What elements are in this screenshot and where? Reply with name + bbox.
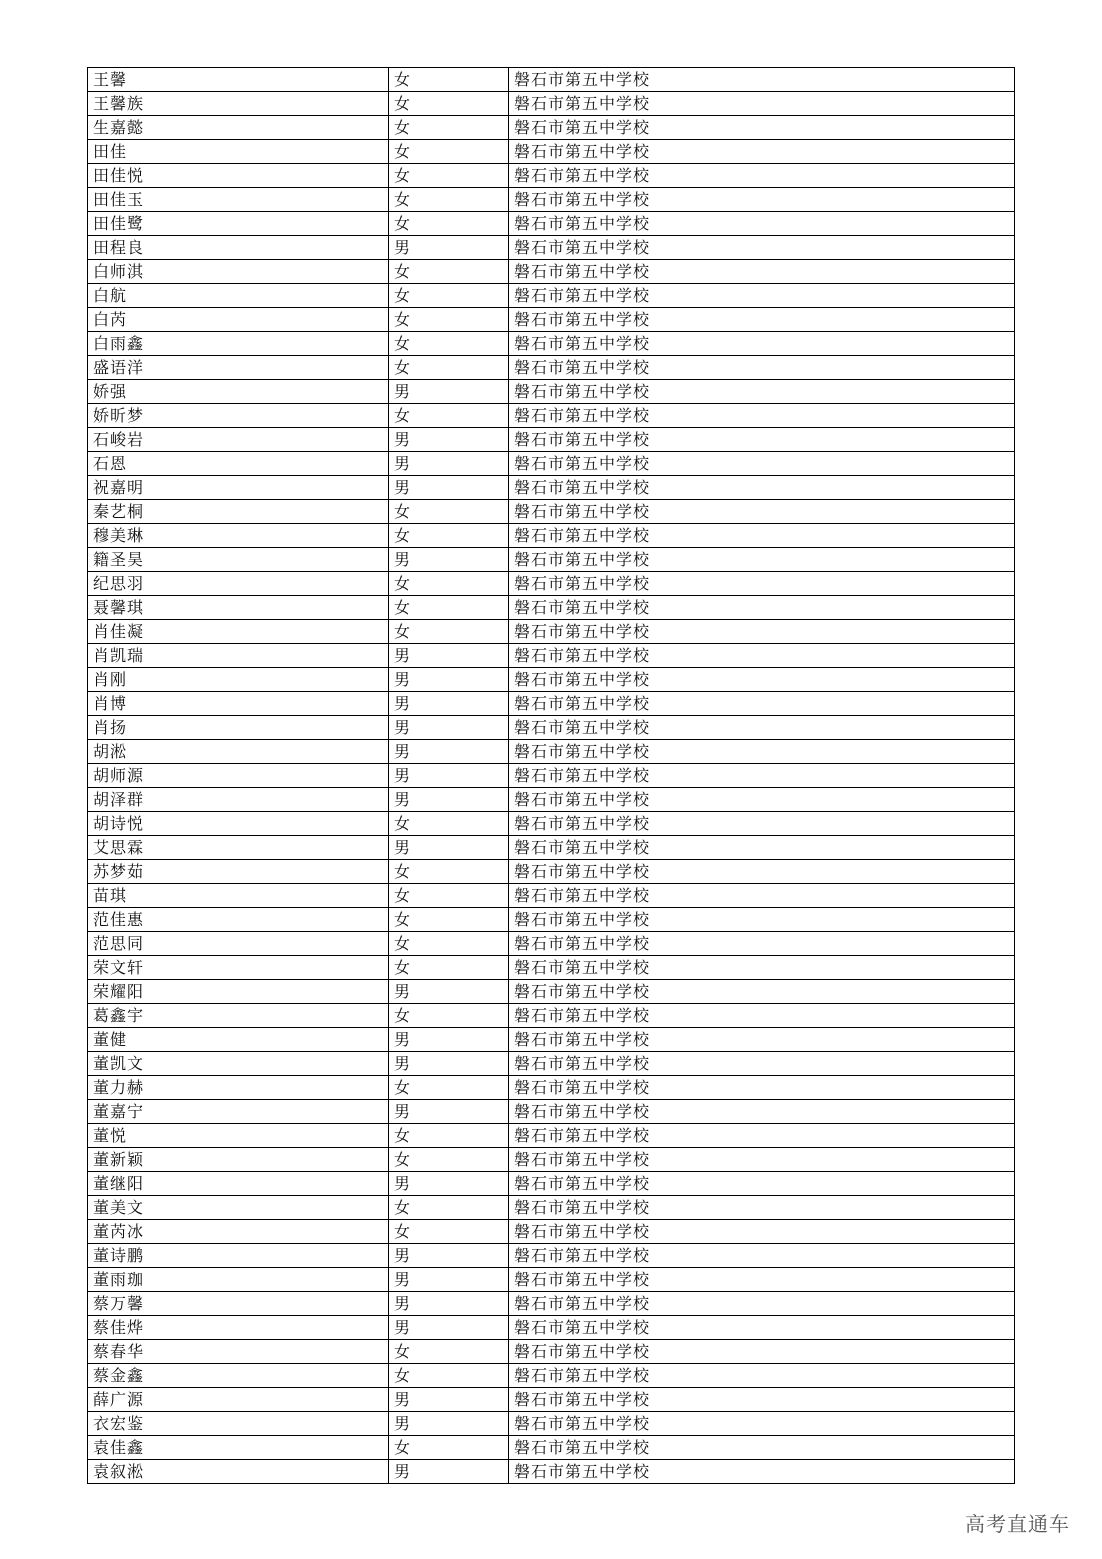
school-cell: 磐石市第五中学校 xyxy=(509,1436,1015,1460)
school-cell: 磐石市第五中学校 xyxy=(509,596,1015,620)
gender-cell: 女 xyxy=(389,932,509,956)
table-row xyxy=(88,476,1015,500)
table-row xyxy=(88,188,1015,212)
name-cell: 董诗鹏 xyxy=(88,1244,389,1268)
gender-cell: 男 xyxy=(389,548,509,572)
school-cell: 磐石市第五中学校 xyxy=(509,116,1015,140)
table-row xyxy=(88,524,1015,548)
school-cell: 磐石市第五中学校 xyxy=(509,1388,1015,1412)
school-cell: 磐石市第五中学校 xyxy=(509,332,1015,356)
name-cell: 董雨珈 xyxy=(88,1268,389,1292)
school-cell: 磐石市第五中学校 xyxy=(509,1028,1015,1052)
table-row xyxy=(88,140,1015,164)
name-cell: 荣文轩 xyxy=(88,956,389,980)
gender-cell: 男 xyxy=(389,980,509,1004)
school-cell: 磐石市第五中学校 xyxy=(509,1076,1015,1100)
table-row xyxy=(88,596,1015,620)
name-cell: 纪思羽 xyxy=(88,572,389,596)
table-row xyxy=(88,452,1015,476)
name-cell: 籍圣昊 xyxy=(88,548,389,572)
gender-cell: 女 xyxy=(389,284,509,308)
school-cell: 磐石市第五中学校 xyxy=(509,980,1015,1004)
gender-cell: 男 xyxy=(389,1244,509,1268)
name-cell: 袁叙淞 xyxy=(88,1460,389,1484)
gender-cell: 男 xyxy=(389,1292,509,1316)
name-cell: 生嘉懿 xyxy=(88,116,389,140)
name-cell: 董芮冰 xyxy=(88,1220,389,1244)
school-cell: 磐石市第五中学校 xyxy=(509,500,1015,524)
gender-cell: 女 xyxy=(389,1436,509,1460)
gender-cell: 男 xyxy=(389,1100,509,1124)
gender-cell: 女 xyxy=(389,92,509,116)
school-cell: 磐石市第五中学校 xyxy=(509,476,1015,500)
name-cell: 董力赫 xyxy=(88,1076,389,1100)
table-row xyxy=(88,548,1015,572)
gender-cell: 男 xyxy=(389,1268,509,1292)
table-row xyxy=(88,1244,1015,1268)
gender-cell: 男 xyxy=(389,380,509,404)
school-cell: 磐石市第五中学校 xyxy=(509,428,1015,452)
name-cell: 肖凯瑞 xyxy=(88,644,389,668)
table-row xyxy=(88,1460,1015,1484)
gender-cell: 女 xyxy=(389,1220,509,1244)
table-row xyxy=(88,956,1015,980)
table-row xyxy=(88,1316,1015,1340)
school-cell: 磐石市第五中学校 xyxy=(509,644,1015,668)
school-cell: 磐石市第五中学校 xyxy=(509,692,1015,716)
name-cell: 肖博 xyxy=(88,692,389,716)
table-row xyxy=(88,1148,1015,1172)
name-cell: 石恩 xyxy=(88,452,389,476)
gender-cell: 女 xyxy=(389,68,509,92)
school-cell: 磐石市第五中学校 xyxy=(509,68,1015,92)
gender-cell: 男 xyxy=(389,1052,509,1076)
school-cell: 磐石市第五中学校 xyxy=(509,884,1015,908)
gender-cell: 女 xyxy=(389,212,509,236)
table-row xyxy=(88,1220,1015,1244)
school-cell: 磐石市第五中学校 xyxy=(509,1220,1015,1244)
gender-cell: 女 xyxy=(389,1124,509,1148)
roster-body xyxy=(88,68,1015,1484)
gender-cell: 女 xyxy=(389,1076,509,1100)
name-cell: 薛广源 xyxy=(88,1388,389,1412)
table-row xyxy=(88,1436,1015,1460)
table-row xyxy=(88,764,1015,788)
table-row xyxy=(88,1388,1015,1412)
school-cell: 磐石市第五中学校 xyxy=(509,620,1015,644)
school-cell: 磐石市第五中学校 xyxy=(509,1172,1015,1196)
gender-cell: 女 xyxy=(389,164,509,188)
name-cell: 田佳 xyxy=(88,140,389,164)
gender-cell: 男 xyxy=(389,1028,509,1052)
table-row xyxy=(88,68,1015,92)
table-row xyxy=(88,1124,1015,1148)
school-cell: 磐石市第五中学校 xyxy=(509,452,1015,476)
school-cell: 磐石市第五中学校 xyxy=(509,716,1015,740)
gender-cell: 男 xyxy=(389,716,509,740)
table-row xyxy=(88,644,1015,668)
school-cell: 磐石市第五中学校 xyxy=(509,404,1015,428)
school-cell: 磐石市第五中学校 xyxy=(509,284,1015,308)
table-row xyxy=(88,788,1015,812)
table-row xyxy=(88,332,1015,356)
gender-cell: 女 xyxy=(389,524,509,548)
name-cell: 王馨 xyxy=(88,68,389,92)
name-cell: 白师淇 xyxy=(88,260,389,284)
gender-cell: 女 xyxy=(389,116,509,140)
table-row xyxy=(88,356,1015,380)
gender-cell: 男 xyxy=(389,836,509,860)
name-cell: 苏梦茹 xyxy=(88,860,389,884)
gender-cell: 男 xyxy=(389,1460,509,1484)
table-row xyxy=(88,692,1015,716)
table-row xyxy=(88,404,1015,428)
gender-cell: 男 xyxy=(389,476,509,500)
name-cell: 蔡佳烨 xyxy=(88,1316,389,1340)
gender-cell: 男 xyxy=(389,1316,509,1340)
table-row xyxy=(88,620,1015,644)
table-row xyxy=(88,1196,1015,1220)
school-cell: 磐石市第五中学校 xyxy=(509,1004,1015,1028)
name-cell: 蔡万馨 xyxy=(88,1292,389,1316)
table-row xyxy=(88,260,1015,284)
name-cell: 娇强 xyxy=(88,380,389,404)
table-row xyxy=(88,980,1015,1004)
school-cell: 磐石市第五中学校 xyxy=(509,908,1015,932)
table-row xyxy=(88,308,1015,332)
school-cell: 磐石市第五中学校 xyxy=(509,956,1015,980)
table-row xyxy=(88,572,1015,596)
table-row xyxy=(88,284,1015,308)
table-row xyxy=(88,740,1015,764)
name-cell: 蔡春华 xyxy=(88,1340,389,1364)
name-cell: 胡诗悦 xyxy=(88,812,389,836)
school-cell: 磐石市第五中学校 xyxy=(509,836,1015,860)
name-cell: 田佳玉 xyxy=(88,188,389,212)
name-cell: 袁佳鑫 xyxy=(88,1436,389,1460)
name-cell: 穆美琳 xyxy=(88,524,389,548)
gender-cell: 女 xyxy=(389,260,509,284)
name-cell: 范思同 xyxy=(88,932,389,956)
name-cell: 董悦 xyxy=(88,1124,389,1148)
school-cell: 磐石市第五中学校 xyxy=(509,572,1015,596)
gender-cell: 女 xyxy=(389,188,509,212)
school-cell: 磐石市第五中学校 xyxy=(509,308,1015,332)
table-row xyxy=(88,1172,1015,1196)
table-row xyxy=(88,932,1015,956)
name-cell: 苗琪 xyxy=(88,884,389,908)
table-row xyxy=(88,860,1015,884)
name-cell: 董健 xyxy=(88,1028,389,1052)
gender-cell: 男 xyxy=(389,1172,509,1196)
school-cell: 磐石市第五中学校 xyxy=(509,356,1015,380)
gender-cell: 女 xyxy=(389,884,509,908)
table-row xyxy=(88,1340,1015,1364)
gender-cell: 女 xyxy=(389,140,509,164)
name-cell: 葛鑫宇 xyxy=(88,1004,389,1028)
gender-cell: 男 xyxy=(389,428,509,452)
gender-cell: 男 xyxy=(389,692,509,716)
gender-cell: 女 xyxy=(389,308,509,332)
school-cell: 磐石市第五中学校 xyxy=(509,1148,1015,1172)
table-row xyxy=(88,836,1015,860)
school-cell: 磐石市第五中学校 xyxy=(509,164,1015,188)
school-cell: 磐石市第五中学校 xyxy=(509,548,1015,572)
school-cell: 磐石市第五中学校 xyxy=(509,1292,1015,1316)
gender-cell: 女 xyxy=(389,1196,509,1220)
table-row xyxy=(88,668,1015,692)
name-cell: 胡泽群 xyxy=(88,788,389,812)
school-cell: 磐石市第五中学校 xyxy=(509,1340,1015,1364)
name-cell: 聂馨琪 xyxy=(88,596,389,620)
table-row xyxy=(88,812,1015,836)
name-cell: 石峻岩 xyxy=(88,428,389,452)
school-cell: 磐石市第五中学校 xyxy=(509,1364,1015,1388)
gender-cell: 女 xyxy=(389,812,509,836)
school-cell: 磐石市第五中学校 xyxy=(509,236,1015,260)
gender-cell: 男 xyxy=(389,740,509,764)
gender-cell: 女 xyxy=(389,1364,509,1388)
table-row xyxy=(88,716,1015,740)
gender-cell: 女 xyxy=(389,572,509,596)
table-row xyxy=(88,428,1015,452)
table-row xyxy=(88,1268,1015,1292)
gender-cell: 女 xyxy=(389,908,509,932)
school-cell: 磐石市第五中学校 xyxy=(509,932,1015,956)
name-cell: 衣宏鉴 xyxy=(88,1412,389,1436)
name-cell: 田佳鹭 xyxy=(88,212,389,236)
name-cell: 胡淞 xyxy=(88,740,389,764)
name-cell: 秦艺桐 xyxy=(88,500,389,524)
school-cell: 磐石市第五中学校 xyxy=(509,1268,1015,1292)
gender-cell: 男 xyxy=(389,452,509,476)
name-cell: 肖扬 xyxy=(88,716,389,740)
gender-cell: 女 xyxy=(389,860,509,884)
table-row xyxy=(88,236,1015,260)
name-cell: 白雨鑫 xyxy=(88,332,389,356)
school-cell: 磐石市第五中学校 xyxy=(509,668,1015,692)
table-row xyxy=(88,1412,1015,1436)
name-cell: 范佳惠 xyxy=(88,908,389,932)
name-cell: 董新颖 xyxy=(88,1148,389,1172)
school-cell: 磐石市第五中学校 xyxy=(509,524,1015,548)
table-row xyxy=(88,164,1015,188)
school-cell: 磐石市第五中学校 xyxy=(509,1100,1015,1124)
gender-cell: 女 xyxy=(389,1004,509,1028)
gender-cell: 女 xyxy=(389,596,509,620)
gender-cell: 女 xyxy=(389,404,509,428)
gender-cell: 男 xyxy=(389,668,509,692)
gender-cell: 女 xyxy=(389,356,509,380)
table-row xyxy=(88,1004,1015,1028)
name-cell: 肖佳凝 xyxy=(88,620,389,644)
name-cell: 王馨族 xyxy=(88,92,389,116)
table-row xyxy=(88,1076,1015,1100)
school-cell: 磐石市第五中学校 xyxy=(509,1244,1015,1268)
name-cell: 盛语洋 xyxy=(88,356,389,380)
gender-cell: 女 xyxy=(389,620,509,644)
school-cell: 磐石市第五中学校 xyxy=(509,860,1015,884)
table-row xyxy=(88,908,1015,932)
school-cell: 磐石市第五中学校 xyxy=(509,212,1015,236)
gender-cell: 女 xyxy=(389,332,509,356)
school-cell: 磐石市第五中学校 xyxy=(509,764,1015,788)
gender-cell: 女 xyxy=(389,956,509,980)
name-cell: 董嘉宁 xyxy=(88,1100,389,1124)
school-cell: 磐石市第五中学校 xyxy=(509,788,1015,812)
gender-cell: 男 xyxy=(389,236,509,260)
name-cell: 董继阳 xyxy=(88,1172,389,1196)
table-row xyxy=(88,1028,1015,1052)
school-cell: 磐石市第五中学校 xyxy=(509,92,1015,116)
gender-cell: 男 xyxy=(389,1412,509,1436)
name-cell: 田程良 xyxy=(88,236,389,260)
gender-cell: 男 xyxy=(389,1388,509,1412)
name-cell: 胡师源 xyxy=(88,764,389,788)
school-cell: 磐石市第五中学校 xyxy=(509,188,1015,212)
name-cell: 蔡金鑫 xyxy=(88,1364,389,1388)
name-cell: 荣耀阳 xyxy=(88,980,389,1004)
school-cell: 磐石市第五中学校 xyxy=(509,1316,1015,1340)
name-cell: 祝嘉明 xyxy=(88,476,389,500)
gender-cell: 女 xyxy=(389,1340,509,1364)
table-row xyxy=(88,1364,1015,1388)
school-cell: 磐石市第五中学校 xyxy=(509,1052,1015,1076)
school-cell: 磐石市第五中学校 xyxy=(509,380,1015,404)
table-row xyxy=(88,380,1015,404)
school-cell: 磐石市第五中学校 xyxy=(509,1124,1015,1148)
gender-cell: 女 xyxy=(389,1148,509,1172)
table-row xyxy=(88,92,1015,116)
gender-cell: 男 xyxy=(389,764,509,788)
gender-cell: 男 xyxy=(389,644,509,668)
name-cell: 肖刚 xyxy=(88,668,389,692)
table-row xyxy=(88,884,1015,908)
gender-cell: 男 xyxy=(389,788,509,812)
table-row xyxy=(88,500,1015,524)
school-cell: 磐石市第五中学校 xyxy=(509,740,1015,764)
table-row xyxy=(88,116,1015,140)
table-row xyxy=(88,1100,1015,1124)
name-cell: 田佳悦 xyxy=(88,164,389,188)
school-cell: 磐石市第五中学校 xyxy=(509,260,1015,284)
school-cell: 磐石市第五中学校 xyxy=(509,1196,1015,1220)
roster-table xyxy=(87,67,1015,1484)
school-cell: 磐石市第五中学校 xyxy=(509,140,1015,164)
name-cell: 董凯文 xyxy=(88,1052,389,1076)
table-row xyxy=(88,212,1015,236)
name-cell: 艾思霖 xyxy=(88,836,389,860)
name-cell: 白航 xyxy=(88,284,389,308)
school-cell: 磐石市第五中学校 xyxy=(509,812,1015,836)
table-row xyxy=(88,1052,1015,1076)
watermark-text: 高考直通车 xyxy=(965,1512,1070,1536)
school-cell: 磐石市第五中学校 xyxy=(509,1460,1015,1484)
name-cell: 娇昕梦 xyxy=(88,404,389,428)
name-cell: 董美文 xyxy=(88,1196,389,1220)
gender-cell: 女 xyxy=(389,500,509,524)
name-cell: 白芮 xyxy=(88,308,389,332)
table-row xyxy=(88,1292,1015,1316)
school-cell: 磐石市第五中学校 xyxy=(509,1412,1015,1436)
